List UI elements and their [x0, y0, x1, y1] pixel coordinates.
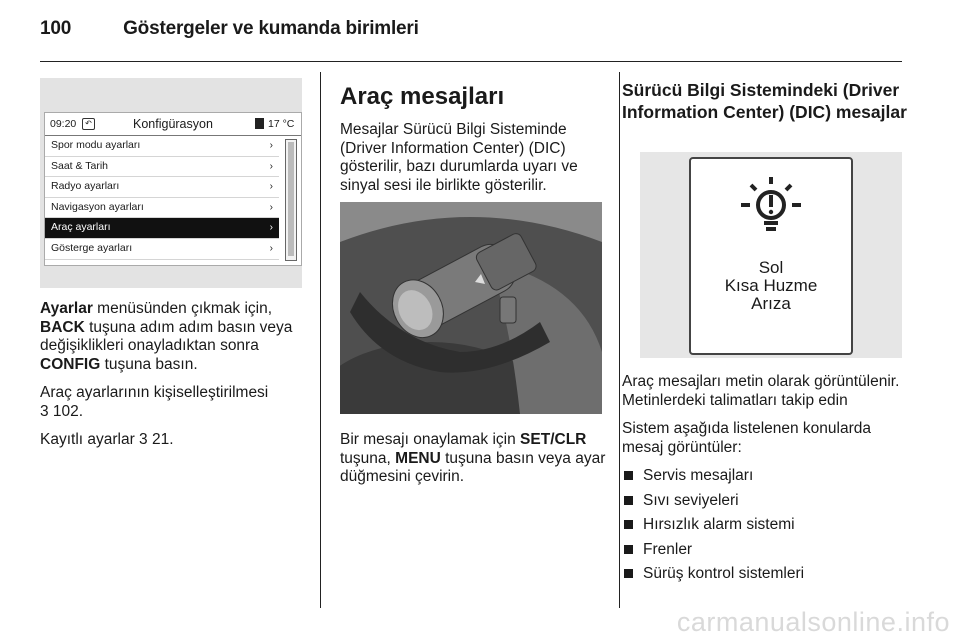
page-reference: 3 102. — [40, 402, 84, 420]
list-item-text: Hırsızlık alarm sistemi — [643, 516, 795, 533]
text: Bir mesajı onaylamak için — [340, 431, 521, 448]
personalization-ref — [40, 384, 302, 421]
list-item — [622, 492, 912, 511]
bold-term: MENU — [395, 449, 441, 467]
temperature: 17 °C — [268, 118, 295, 130]
chevron-right-icon: › — [269, 160, 273, 172]
config-menu-item-label: Spor modu ayarları — [51, 139, 141, 151]
header-rule — [40, 61, 902, 62]
page-number: 100 — [40, 18, 72, 39]
chevron-right-icon: › — [269, 222, 273, 234]
config-screen-title: Konfigürasyon — [133, 117, 213, 131]
text: tuşuna basın. — [100, 355, 198, 373]
config-menu-item[interactable] — [45, 239, 279, 260]
column-divider-2 — [619, 72, 620, 608]
dic-para2: Sistem aşağıda listelenen konularda mesaj görüntüler: — [622, 420, 872, 456]
config-menu-item[interactable] — [45, 198, 279, 219]
dic-message — [691, 259, 851, 313]
back-icon: ↶ — [82, 118, 95, 130]
clock-time: 09:20 — [50, 118, 77, 130]
config-menu-item[interactable] — [45, 136, 279, 157]
bullet-square-icon — [624, 569, 633, 578]
bold-term: CONFIG — [40, 355, 101, 373]
lamp-fault-icon — [737, 173, 805, 241]
text: menüsünden çıkmak için, — [92, 300, 273, 317]
text: tuşuna adım adım basın veya değişiklikleri onayladıktan sonra — [40, 318, 293, 354]
config-menu-item[interactable] — [45, 218, 279, 239]
text: tuşuna, — [340, 449, 396, 467]
bold-term: BACK — [40, 318, 85, 336]
config-menu-item[interactable] — [45, 177, 279, 198]
page-header — [40, 18, 419, 40]
topics-list — [622, 467, 912, 584]
bold-term: Ayarlar — [40, 300, 93, 317]
dic-para1: Araç mesajları metin olarak görüntülenir. Metinlerdeki talimatları takip edin — [622, 373, 900, 409]
list-item — [622, 467, 912, 486]
text: tuşuna basın veya ayar düğmesini çevirin. — [340, 449, 606, 485]
dic-text-block — [622, 373, 912, 590]
config-menu-item-label: Saat & Tarih — [51, 159, 109, 172]
config-menu-item-label: Radyo ayarları — [51, 180, 120, 193]
steering-stalk-photo — [340, 202, 602, 414]
list-item — [622, 516, 912, 535]
config-menu-item-label: Gösterge ayarları — [51, 241, 133, 254]
bullet-square-icon — [624, 520, 633, 529]
dic-messages-heading: Sürücü Bilgi Sistemindeki (Driver Information Center) (DIC) mesajlar — [622, 80, 907, 122]
config-menu-list — [45, 136, 301, 260]
left-column — [40, 300, 302, 460]
middle-column — [340, 83, 608, 205]
config-menu-item-label: Araç ayarları — [51, 221, 111, 234]
list-item-text: Frenler — [643, 540, 693, 558]
list-item — [622, 565, 912, 584]
config-menu-item[interactable] — [45, 157, 279, 178]
scrollbar — [285, 139, 297, 261]
list-item-text: Sürüş kontrol sistemleri — [643, 565, 805, 582]
saved-settings-ref: Kayıtlı ayarlar 3 21. — [40, 431, 174, 448]
list-item-text: Sıvı seviyeleri — [643, 491, 739, 509]
column-divider-1 — [320, 72, 321, 608]
chevron-right-icon: › — [269, 181, 273, 193]
vehicle-messages-heading: Araç mesajları — [340, 83, 505, 110]
dic-line2: Kısa Huzme — [724, 276, 818, 295]
chevron-right-icon: › — [269, 201, 273, 213]
config-screen-status-bar — [45, 113, 301, 136]
list-item — [622, 541, 912, 560]
list-item-text: Servis mesajları — [643, 467, 754, 484]
config-menu-item-label: Navigasyon ayarları — [51, 200, 144, 213]
text: Araç ayarlarının kişiselleştirilmesi — [40, 384, 269, 401]
bullet-square-icon — [624, 471, 633, 480]
photo-caption — [340, 431, 608, 497]
intro-paragraph: Mesajlar Sürücü Bilgi Sisteminde (Driver Information Center) (DIC) gösterilir, bazı durumlarda uyarı ve sinyal sesi ile birlikte gösterilir. — [340, 121, 578, 194]
watermark: carmanualsonline.info — [676, 607, 950, 637]
dic-line3: Arıza — [751, 294, 791, 313]
scrollbar-thumb — [288, 142, 294, 256]
phone-icon — [255, 118, 264, 129]
bold-term: SET/CLR — [520, 431, 587, 448]
chevron-right-icon: › — [269, 140, 273, 151]
exit-instructions — [40, 300, 302, 374]
dic-line1: Sol — [758, 258, 784, 277]
section-title: Göstergeler ve kumanda birimleri — [123, 18, 419, 39]
bullet-square-icon — [624, 496, 633, 505]
chevron-right-icon: › — [269, 242, 273, 254]
dic-display — [689, 157, 853, 355]
bullet-square-icon — [624, 545, 633, 554]
config-screen — [44, 112, 302, 266]
